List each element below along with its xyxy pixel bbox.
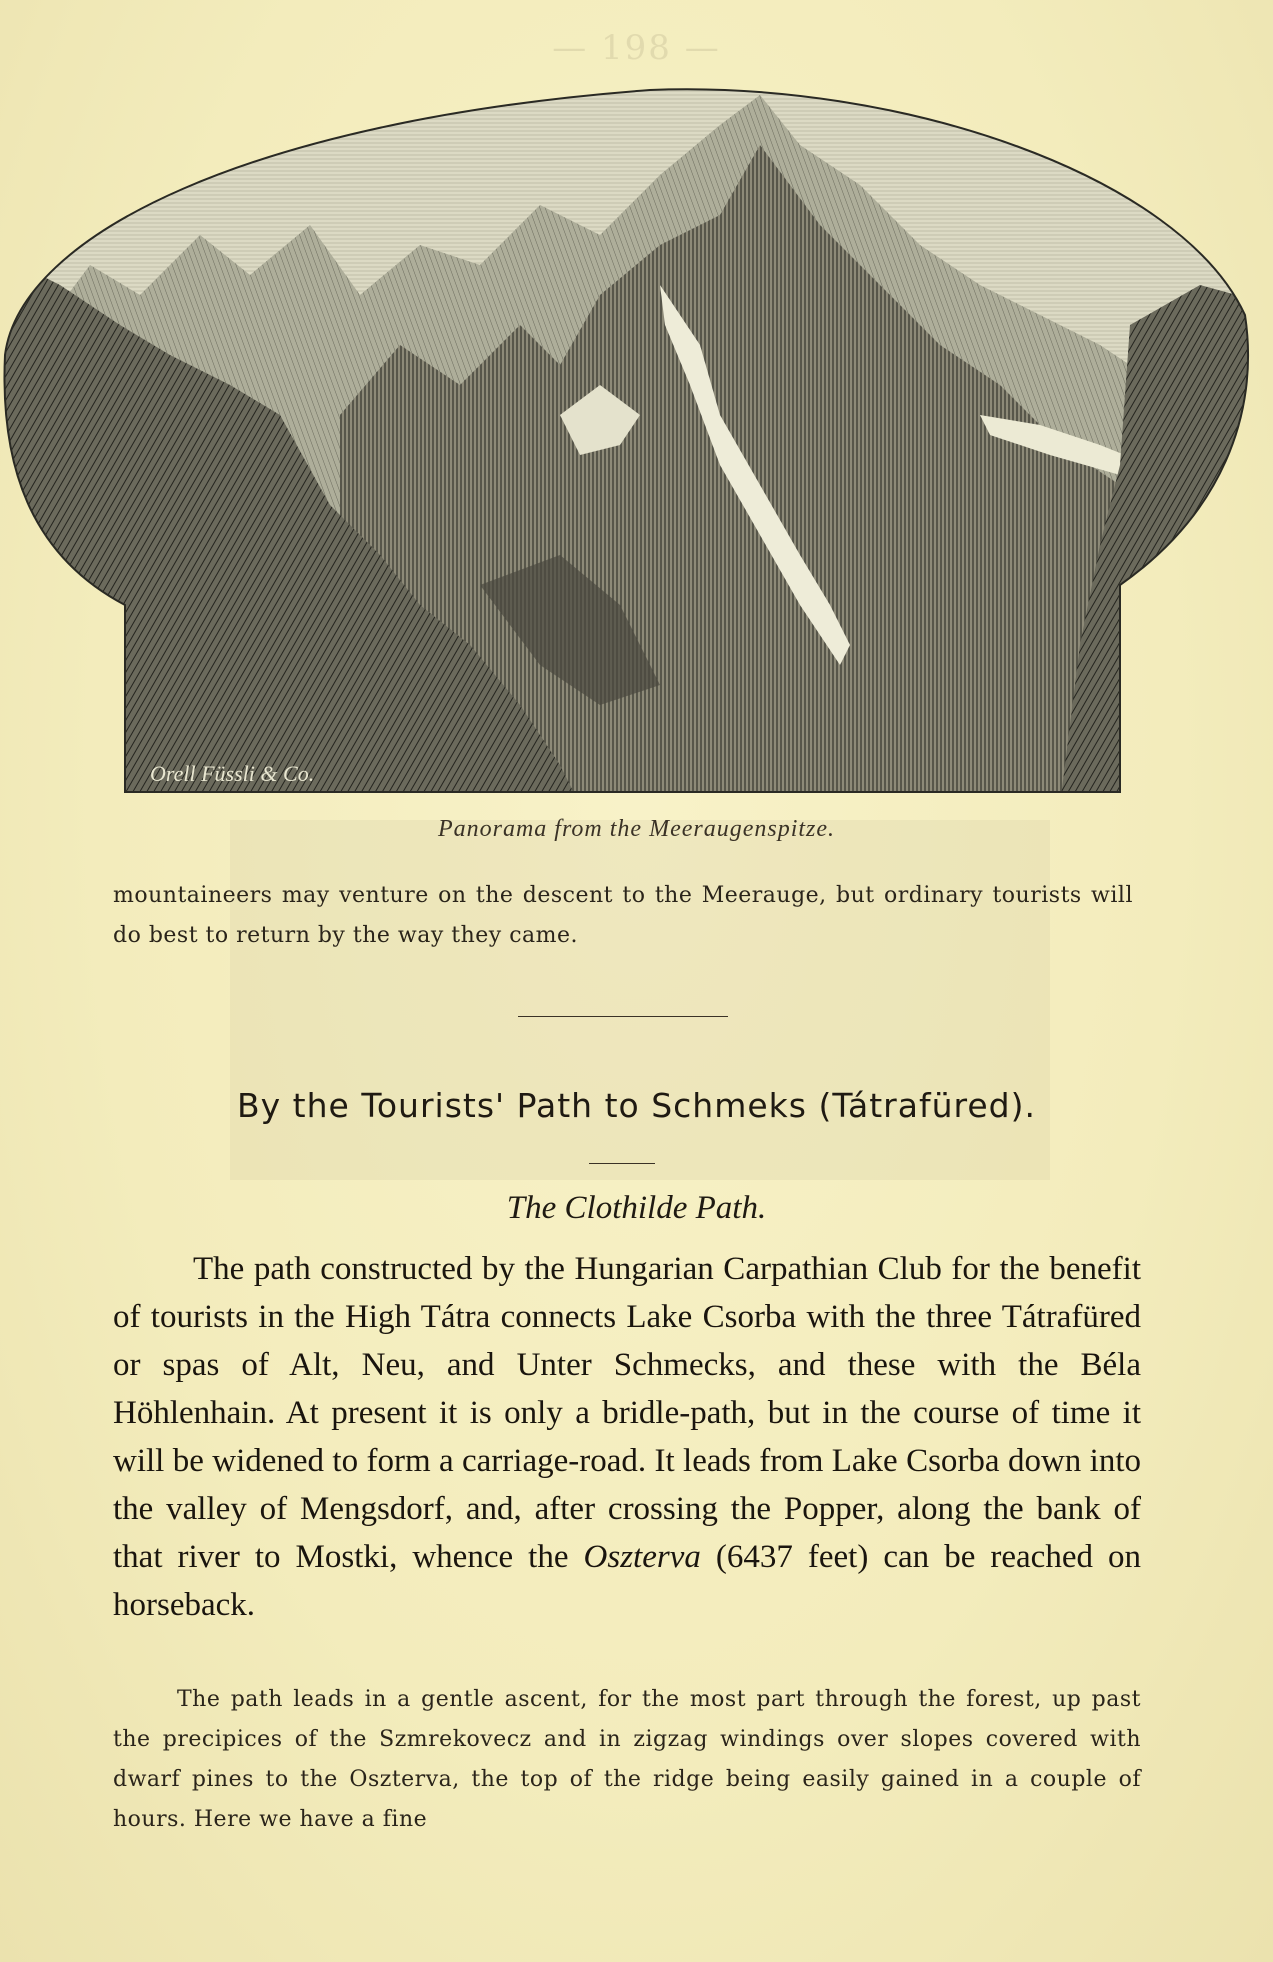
oszterva-name: Oszterva [583,1539,701,1575]
main-paragraph-text-b: (6437 feet) can be reached on horseback. [113,1539,1141,1623]
detail-paragraph [113,1680,1141,1840]
engraver-signature: Orell Füssli & Co. [150,761,315,786]
section-heading: By the Tourists' Path to Schmeks (Tátrafüred). [237,1086,1036,1125]
show-through-area [230,820,1050,1180]
engraving-illustration [0,85,1273,805]
detail-paragraph-text: The path leads in a gentle ascent, for the most part through the forest, up past the precipices of the Szmrekovecz and in zigzag windings over slopes covered with dwarf pines to the Oszterva, the top of the ridge being easily gained in a couple of hours. Here we have a fine [113,1687,1141,1832]
page-number: — 198 — [552,28,721,68]
main-paragraph-text-a: The path constructed by the Hungarian Carpathian Club for the benefit of tourists in the High Tátra connects Lake Csorba with the three Tátrafüred or spas of Alt, Neu, and Unter Schmecks, and these with the Béla Höhlenhain. At present it is only a bridle-path, but in the course of time it will be widened to form a carriage-road. It leads from Lake Csorba down into the valley of Mengsdorf, and, after crossing the Popper, along the bank of that river to Mostki, whence the [113,1251,1141,1575]
section-divider [518,1016,728,1017]
figure-caption: Panorama from the Meeraugenspitze. [437,816,836,842]
intro-paragraph: mountaineers may venture on the descent to the Meerauge, but ordinary tourists will do best to return by the way they came. [113,883,1133,948]
main-paragraph [113,1245,1141,1629]
heading-rule [589,1163,655,1164]
subheading: The Clothilde Path. [506,1190,767,1226]
